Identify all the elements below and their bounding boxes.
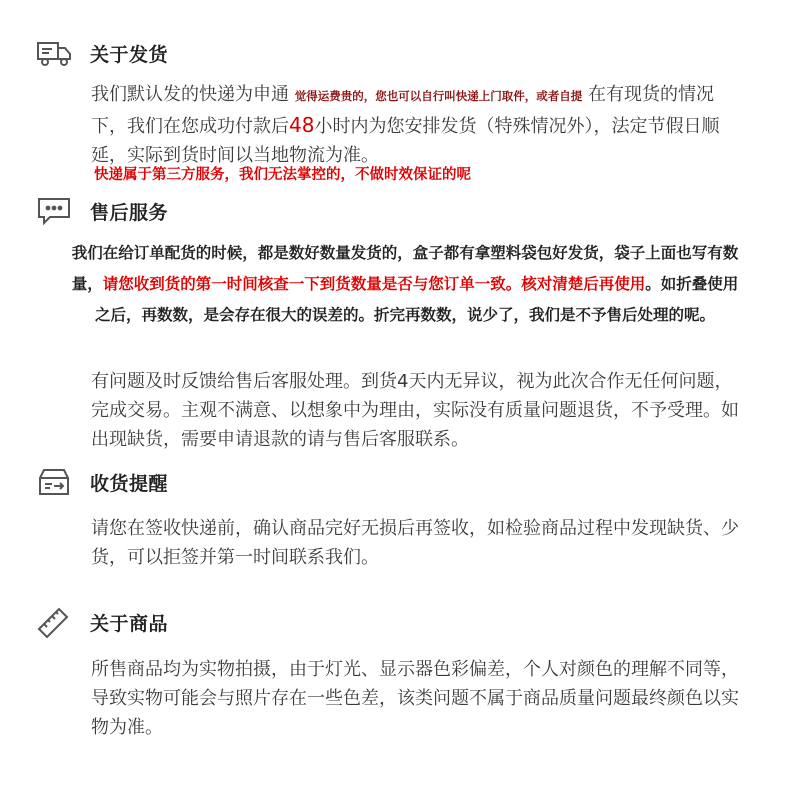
section-receiving-header <box>36 466 168 498</box>
section-title: 收货提醒 <box>90 472 169 495</box>
product-paragraph: 所售商品均为实物拍摄，由于灯光、显示器色彩偏差，个人对颜色的理解不同等，导致实物可能会与照片存在一些色差，该类问题不属于商品质量问题最终颜色以实物为准。 <box>91 659 739 738</box>
receive-box-icon <box>36 466 72 498</box>
shipping-paragraph: 我们默认发的快递为申通 觉得运费贵的，您也可以自行叫快递上门取件，或者自提 在有现货的情况下，我们在您成功付款后48小时内为您安排发货（特殊情况外），法定节假日顺延，实际到货时间以当地物流为准。 <box>91 84 720 166</box>
aftersales-paragraph: 有问题及时反馈给售后客服处理。到货4天内无异议，视为此次合作无任何问题，完成交易。主观不满意、以想象中为理由，实际没有质量问题退货，不予受理。如出现缺货，需要申请退款的请与售后客服联系。 <box>91 371 739 450</box>
aftersales-bold-notice: 我们在给订单配货的时候，都是数好数量发货的，盒子都有拿塑料袋包好发货，袋子上面也写有数量，请您收到货的第一时间核查一下到货数量是否与您订单一致。核对清楚后再使用。如折叠使用之后，再数数，是会存在很大的误差的。折完再数数，说少了，我们是不予售后处理的呢。 <box>71 244 739 324</box>
section-title: 售后服务 <box>90 201 169 224</box>
ruler-icon <box>36 606 72 638</box>
section-product-header <box>36 606 168 638</box>
section-title: 关于商品 <box>90 612 169 635</box>
section-shipping-header <box>36 37 168 69</box>
section-aftersales-header <box>36 195 168 227</box>
chat-bubble-icon <box>36 195 72 227</box>
shipping-red-note: 快递属于第三方服务，我们无法掌控的，不做时效保证的呢 <box>94 167 471 183</box>
receiving-paragraph: 请您在签收快递前，确认商品完好无损后再签收，如检验商品过程中发现缺货、少货，可以拒签并第一时间联系我们。 <box>91 518 739 568</box>
section-title: 关于发货 <box>90 43 169 66</box>
delivery-truck-icon <box>36 37 72 69</box>
